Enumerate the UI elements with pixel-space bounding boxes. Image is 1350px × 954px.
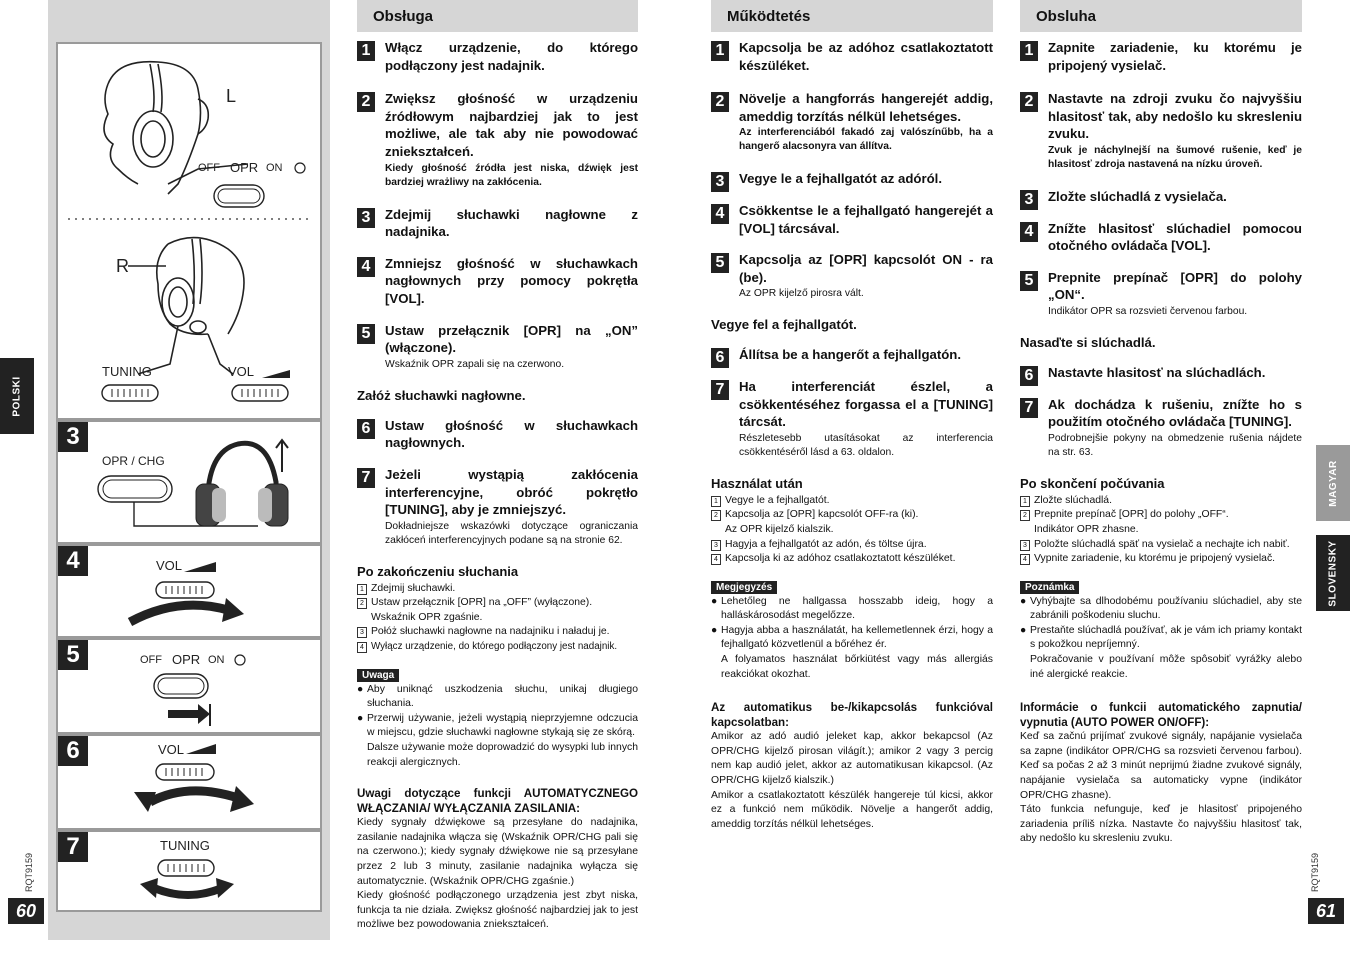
step-text: Kapcsolja be az adóhoz csatlakoztatott készüléket. (739, 40, 993, 73)
vol-dial-down-illustration (58, 546, 320, 636)
after-use-list (1020, 494, 1302, 567)
step-text: Csökkentse le a fejhallgató hangerejét a [VOL] tárcsával. (739, 202, 993, 236)
tuning-label: TUNING (102, 364, 152, 379)
step-item (1020, 269, 1302, 319)
after-use-list (711, 494, 993, 567)
steps-before-wearing (711, 39, 993, 301)
step-item (357, 39, 638, 74)
step-item (357, 206, 638, 241)
step-note: Az OPR kijelző pirosra vált. (739, 288, 864, 300)
opr-chg-label: OPR / CHG (102, 454, 165, 468)
list-text: Kapcsolja ki az adóhoz csatlakoztatott készüléket. (725, 553, 956, 565)
step-item (711, 346, 993, 367)
vol-label-4: VOL (156, 558, 183, 573)
auto-power-text-2: Táto funkcia nefunguje, keď je hlasitosť pripojeného zariadenia príliš nízka. Nastavte čo najvyššiu hlasitosť tak, aby nedošlo ku skresleniu zvuku. (1020, 804, 1302, 845)
caution-bullet: ● Lehetőleg ne hallgassa hosszabb ideig, hogy a halláskárosodást megelőzze. (711, 595, 993, 622)
polish-column (357, 0, 638, 933)
list-text: Vegye le a fejhallgatót. (725, 494, 830, 506)
bullet-text: Hagyja abba a használatát, ha kellemetlennek érzi, hogy a fejhallgató közvetlenül a bőréhez ér. (721, 624, 993, 651)
after-use-title: Használat után (711, 475, 803, 491)
tuning-label-7: TUNING (160, 838, 210, 853)
step-badge-3: 3 (58, 422, 88, 452)
step-number: 2 (1020, 92, 1038, 112)
step-text: Ak dochádza k rušeniu, znížte ho s použitím otočného ovládača [TUNING]. (1048, 396, 1302, 430)
off-label: OFF (198, 162, 220, 174)
step-item (357, 322, 638, 372)
step-text: Növelje a hangforrás hangerejét addig, ameddig torzítás nélkül lehetséges. (739, 91, 993, 124)
list-text: Połóż słuchawki nagłowne na nadajniku i naładuj je. (371, 626, 610, 638)
step-item (711, 170, 993, 191)
step-text: Nastavte na zdroji zvuku čo najvyššiu hlasitosť tak, aby nedošlo ku skresleniu zvuku. (1048, 91, 1302, 142)
on-label: ON (266, 162, 283, 174)
language-tab-slovensky (1316, 535, 1350, 611)
list-item (1020, 494, 1302, 509)
caution-tag: Poznámka (1020, 581, 1079, 594)
list-subtext: Indikátor OPR zhasne. (1034, 523, 1139, 535)
checkbox-number: 4 (357, 642, 367, 653)
headphone-wearing-panel (56, 42, 322, 420)
step-note: Wskaźnik OPR zapali się na czerwono. (385, 358, 565, 370)
caution-tag: Megjegyzés (711, 581, 777, 594)
step-number: 7 (357, 468, 375, 488)
step-text: Znížte hlasitosť slúchadiel pomocou otočného ovládača [VOL]. (1048, 220, 1302, 254)
step-note: Kiedy głośność źródła jest niska, dźwięk jest bardziej wrażliwy na zakłócenia. (385, 162, 638, 188)
vol-label: VOL (228, 364, 255, 379)
slovak-column (1020, 0, 1302, 847)
wear-headphones-line: Nasaďte si slúchadlá. (1020, 334, 1156, 350)
hungarian-column (711, 0, 993, 832)
language-tab-label: MAGYAR (1327, 459, 1339, 507)
step-item (711, 251, 993, 301)
bullet-extra: A folyamatos használat bőrkiütést vagy más allergiás reakciókat okozhat. (721, 654, 993, 680)
step-text: Ha interferenciát észlel, a csökkentéséhez forgassa el a [TUNING] tárcsát. (739, 378, 993, 430)
step-text: Ustaw głośność w słuchawkach nagłownych. (385, 417, 638, 451)
step-text: Zwiększ głośność w urządzeniu źródłowym najbardziej jak to jest możliwe, ale tak aby nie powodować zniekształceń. (385, 91, 638, 159)
list-item (1020, 508, 1302, 537)
checkbox-number: 4 (1020, 554, 1030, 565)
step-item (1020, 364, 1302, 382)
step-number: 7 (711, 380, 729, 400)
step-item (357, 417, 638, 452)
off-label-5: OFF (140, 654, 162, 666)
step-item (357, 466, 638, 548)
step-number: 2 (711, 92, 729, 112)
checkbox-number: 1 (357, 584, 367, 595)
caution-bullet: ● Hagyja abba a használatát, ha kellemetlennek érzi, hogy a fejhallgató közvetlenül a bőréhez ér. A folyamatos használat bőrkiütést vagy más allergiás reakciókat okozhat. (711, 624, 993, 682)
checkbox-number: 1 (1020, 496, 1030, 507)
list-item (711, 538, 993, 553)
step-text: Zmniejsz głośność w słuchawkach nagłownych przy pomocy pokrętła [VOL]. (385, 255, 638, 306)
after-use-title: Po zakończeniu słuchania (357, 563, 519, 579)
step-text: Prepnite prepínač [OPR] do polohy „ON“. (1048, 269, 1302, 303)
list-item (711, 508, 993, 537)
head-left-illustration (58, 44, 320, 418)
step7-panel (56, 830, 322, 912)
on-label-5: ON (208, 654, 225, 666)
step-badge-6: 6 (58, 736, 88, 766)
auto-power-text-1: Amikor az adó audió jeleket kap, akkor bekapcsol (Az OPR/CHG kijelző pirosan világít.); amikor 2 vagy 3 percig nem kap audió jelet, akkor az automatikusan kikapcsol. (Az OPR/CHG kijelző kialszik.) (711, 731, 993, 787)
step6-panel (56, 734, 322, 830)
auto-power-title: Uwagi dotyczące funkcji AUTOMATYCZNEGO WŁĄCZANIA/ WYŁĄCZANIA ZASILANIA: (357, 787, 638, 816)
list-item (1020, 538, 1302, 553)
step-item (1020, 90, 1302, 172)
checkbox-number: 4 (711, 554, 721, 565)
step-text: Zapnite zariadenie, ku ktorému je pripojený vysielač. (1048, 40, 1302, 73)
step-text: Zložte slúchadlá z vysielača. (1048, 188, 1227, 204)
step-item (711, 378, 993, 460)
caution-bullet: ● Przerwij używanie, jeżeli wystąpią nieprzyjemne odczucia w miejscu, gdzie słuchawki nagłowne stykają się ze skórą. Dalsze używanie może doprowadzić do wysypki lub innych reakcji alergicznych. (357, 712, 638, 770)
language-tab-label: POLSKI (11, 375, 23, 417)
list-item (357, 596, 638, 625)
language-tab-label: SLOVENSKY (1327, 539, 1339, 607)
step4-panel (56, 544, 322, 638)
auto-power-text-2: Kiedy głośność podłączonego urządzenia jest zbyt niska, funkcja ta nie działa. Zwiększ głośność najbardziej jak to jest możliwe bez powodowania zniekształceń. (357, 890, 638, 931)
list-subtext: Az OPR kijelző kialszik. (725, 523, 834, 535)
caution-bullet: ● Prestaňte slúchadlá používať, ak je vám ich priamy kontakt s pokožkou nepríjemný. Pokračovanie v používaní môže spôsobiť vyrážky alebo iné alergické reakcie. (1020, 624, 1302, 682)
checkbox-number: 2 (357, 598, 367, 609)
caution-bullet: ● Vyhýbajte sa dlhodobému používaniu slúchadiel, aby ste zabránili poškodeniu sluchu. (1020, 595, 1302, 622)
step-note: Az interferenciából fakadó zaj valószínűbb, ha a hangerő alacsonyra van állítva. (739, 127, 993, 153)
caution-tag: Uwaga (357, 669, 399, 682)
step-number: 2 (357, 92, 375, 112)
checkbox-number: 3 (1020, 540, 1030, 551)
step-number: 1 (1020, 41, 1038, 61)
steps-before-wearing (357, 39, 638, 372)
checkbox-number: 3 (711, 540, 721, 551)
auto-power-title: Az automatikus be-/kikapcsolás funkcióval kapcsolatban: (711, 701, 993, 730)
step5-panel (56, 638, 322, 734)
list-item (357, 625, 638, 640)
transmitter-headphones-illustration (58, 422, 320, 542)
step-badge-4: 4 (58, 546, 88, 576)
list-text: Prepnite prepínač [OPR] do polohy „OFF“. (1034, 509, 1229, 521)
step-number: 6 (1020, 366, 1038, 386)
step-number: 5 (711, 253, 729, 273)
list-text: Položte slúchadlá späť na vysielač a nechajte ich nabiť. (1034, 538, 1290, 550)
step-item (1020, 396, 1302, 460)
opr-label: OPR (230, 160, 259, 175)
step-badge-7: 7 (58, 832, 88, 862)
opr-label-5: OPR (172, 652, 201, 667)
step3-panel (56, 420, 322, 544)
step-number: 1 (357, 41, 375, 61)
list-text: Wyłącz urządzenie, do którego podłączony jest nadajnik. (371, 641, 618, 653)
step-item (711, 39, 993, 74)
page-number-left: 60 (8, 898, 44, 924)
section-title: Obsluha (1020, 0, 1302, 32)
list-text: Kapcsolja az [OPR] kapcsolót OFF-ra (ki). (725, 509, 919, 521)
step-text: Zdejmij słuchawki nagłowne z nadajnika. (385, 206, 638, 240)
step-note: Részletesebb utasításokat az interferencia csökkentéséről lásd a 63. oldalon. (739, 432, 993, 458)
step-text: Állítsa be a hangerőt a fejhallgatón. (739, 347, 962, 363)
left-ear-label: L (226, 86, 237, 106)
list-subtext: Wskaźnik OPR zgaśnie. (371, 611, 483, 623)
step-note: Podrobnejšie pokyny na obmedzenie rušenia nájdete na str. 63. (1048, 432, 1302, 458)
list-item (711, 552, 993, 567)
step-text: Jeżeli wystąpią zakłócenia interferencyjne, obróć pokrętło [TUNING], aby je zmniejszyć. (385, 466, 638, 518)
list-text: Zložte slúchadlá. (1034, 494, 1112, 506)
checkbox-number: 3 (357, 627, 367, 638)
step-item (711, 202, 993, 237)
step-item (1020, 188, 1302, 206)
list-text: Vypnite zariadenie, ku ktorému je pripojený vysielač. (1034, 553, 1276, 565)
list-item (711, 494, 993, 509)
step-number: 5 (357, 324, 375, 344)
step-number: 6 (357, 419, 375, 439)
list-item (357, 582, 638, 597)
auto-power-text-2: Amikor a csatlakoztatott készülék hangereje túl kicsi, akkor ez a funkció nem működik. Növelje a hangerőt addig, ameddig torzítás nélkül lehetséges. (711, 789, 993, 830)
list-item (1020, 552, 1302, 567)
step-item (357, 255, 638, 308)
list-item (357, 640, 638, 655)
step-number: 3 (711, 172, 729, 192)
model-code-left: RQT9159 (24, 852, 34, 892)
step-text: Kapcsolja az [OPR] kapcsolót ON - ra (be). (739, 252, 993, 285)
steps-before-wearing (1020, 39, 1302, 319)
step-text: Włącz urządzenie, do którego podłączony jest nadajnik. (385, 40, 638, 73)
bullet-text: Przerwij używanie, jeżeli wystąpią nieprzyjemne odczucia w miejscu, gdzie słuchawki nagłowne stykają się ze skórą. (367, 712, 638, 739)
model-code-right: RQT9159 (1310, 852, 1320, 892)
step-note: Zvuk je náchylnejší na šumové rušenie, keď je hlasitosť zdroja nastavená na nízku úroveň. (1048, 144, 1302, 170)
step-item (1020, 220, 1302, 255)
step-item (357, 90, 638, 189)
step-number: 1 (711, 41, 729, 61)
vol-dial-adjust-illustration (58, 736, 320, 828)
checkbox-number: 1 (711, 496, 721, 507)
step-note: Indikátor OPR sa rozsvieti červenou farbou. (1048, 305, 1248, 317)
step-number: 4 (711, 204, 729, 224)
bullet-text: Prestaňte slúchadlá používať, ak je vám ich priamy kontakt s pokožkou nepríjemný. (1030, 624, 1302, 651)
auto-power-text-1: Keď sa začnú prijímať zvukové signály, napájanie vysielača sa zapne (indikátor OPR/CHG sa rozsvieti červenou farbou). Keď sa počas 2 až 3 minút neprijmú žiadne zvukové signály, napájanie vysielača sa automaticky vypne (indikátor OPR/CHG zhasne). (1020, 731, 1302, 801)
step-note: Dokładniejsze wskazówki dotyczące ograniczania zakłóceń interferencyjnych podane są na stronie 62. (385, 520, 638, 546)
checkbox-number: 2 (1020, 510, 1030, 521)
page-number-right: 61 (1308, 898, 1344, 924)
auto-power-title: Informácie o funkcii automatického zapnutia/ vypnutia (AUTO POWER ON/OFF): (1020, 701, 1302, 730)
step-number: 6 (711, 348, 729, 368)
step-item (711, 90, 993, 154)
bullet-extra: Pokračovanie v používaní môže spôsobiť vyrážky alebo iné alergické reakcie. (1030, 654, 1302, 680)
checkbox-number: 2 (711, 510, 721, 521)
step-text: Nastavte hlasitosť na slúchadlách. (1048, 364, 1266, 380)
step-number: 3 (357, 208, 375, 228)
list-text: Hagyja a fejhallgatót az adón, és töltse újra. (725, 538, 927, 550)
language-tab-polski (0, 358, 34, 434)
section-title: Működtetés (711, 0, 993, 32)
step-number: 5 (1020, 271, 1038, 291)
section-title: Obsługa (357, 0, 638, 32)
step-number: 7 (1020, 398, 1038, 418)
step-number: 4 (1020, 222, 1038, 242)
wear-headphones-line: Załóż słuchawki nagłowne. (357, 387, 526, 403)
bullet-text: Vyhýbajte sa dlhodobému používaniu slúchadiel, aby ste zabránili poškodeniu sluchu. (1030, 595, 1302, 622)
bullet-text: Aby uniknąć uszkodzenia słuchu, unikaj długiego słuchania. (367, 683, 638, 710)
step-text: Vegye le a fejhallgatót az adóról. (739, 171, 943, 187)
language-tab-magyar (1316, 445, 1350, 521)
auto-power-text-1: Kiedy sygnały dźwiękowe są przesyłane do nadajnika, zasilanie nadajnika włącza się (Wskaźnik OPR/CHG pali się na czerwono.); kiedy sygnały dźwiękowe nie są przesyłane przez 2 lub 3 minuty, zasilanie nadajnika wyłącza się automatycznie. (Wskaźnik OPR/CHG zgaśnie.) (357, 817, 638, 887)
vol-label-6: VOL (158, 742, 185, 757)
right-ear-label: R (116, 256, 129, 276)
list-text: Zdejmij słuchawki. (371, 582, 456, 594)
bullet-text: Lehetőleg ne hallgassa hosszabb ideig, hogy a halláskárosodást megelőzze. (721, 595, 993, 622)
step-number: 3 (1020, 190, 1038, 210)
step-item (1020, 39, 1302, 74)
caution-bullet: ● Aby uniknąć uszkodzenia słuchu, unikaj długiego słuchania. (357, 683, 638, 710)
list-text: Ustaw przełącznik [OPR] na „OFF” (wyłączone). (371, 597, 593, 609)
step-text: Ustaw przełącznik [OPR] na „ON” (włączone). (385, 322, 638, 356)
step-badge-5: 5 (58, 640, 88, 670)
step-number: 4 (357, 257, 375, 277)
after-use-list (357, 582, 638, 655)
after-use-title: Po skončení počúvania (1020, 475, 1165, 491)
bullet-extra: Dalsze używanie może doprowadzić do wysypki lub innych reakcji alergicznych. (367, 742, 638, 768)
wear-headphones-line: Vegye fel a fejhallgatót. (711, 317, 857, 333)
